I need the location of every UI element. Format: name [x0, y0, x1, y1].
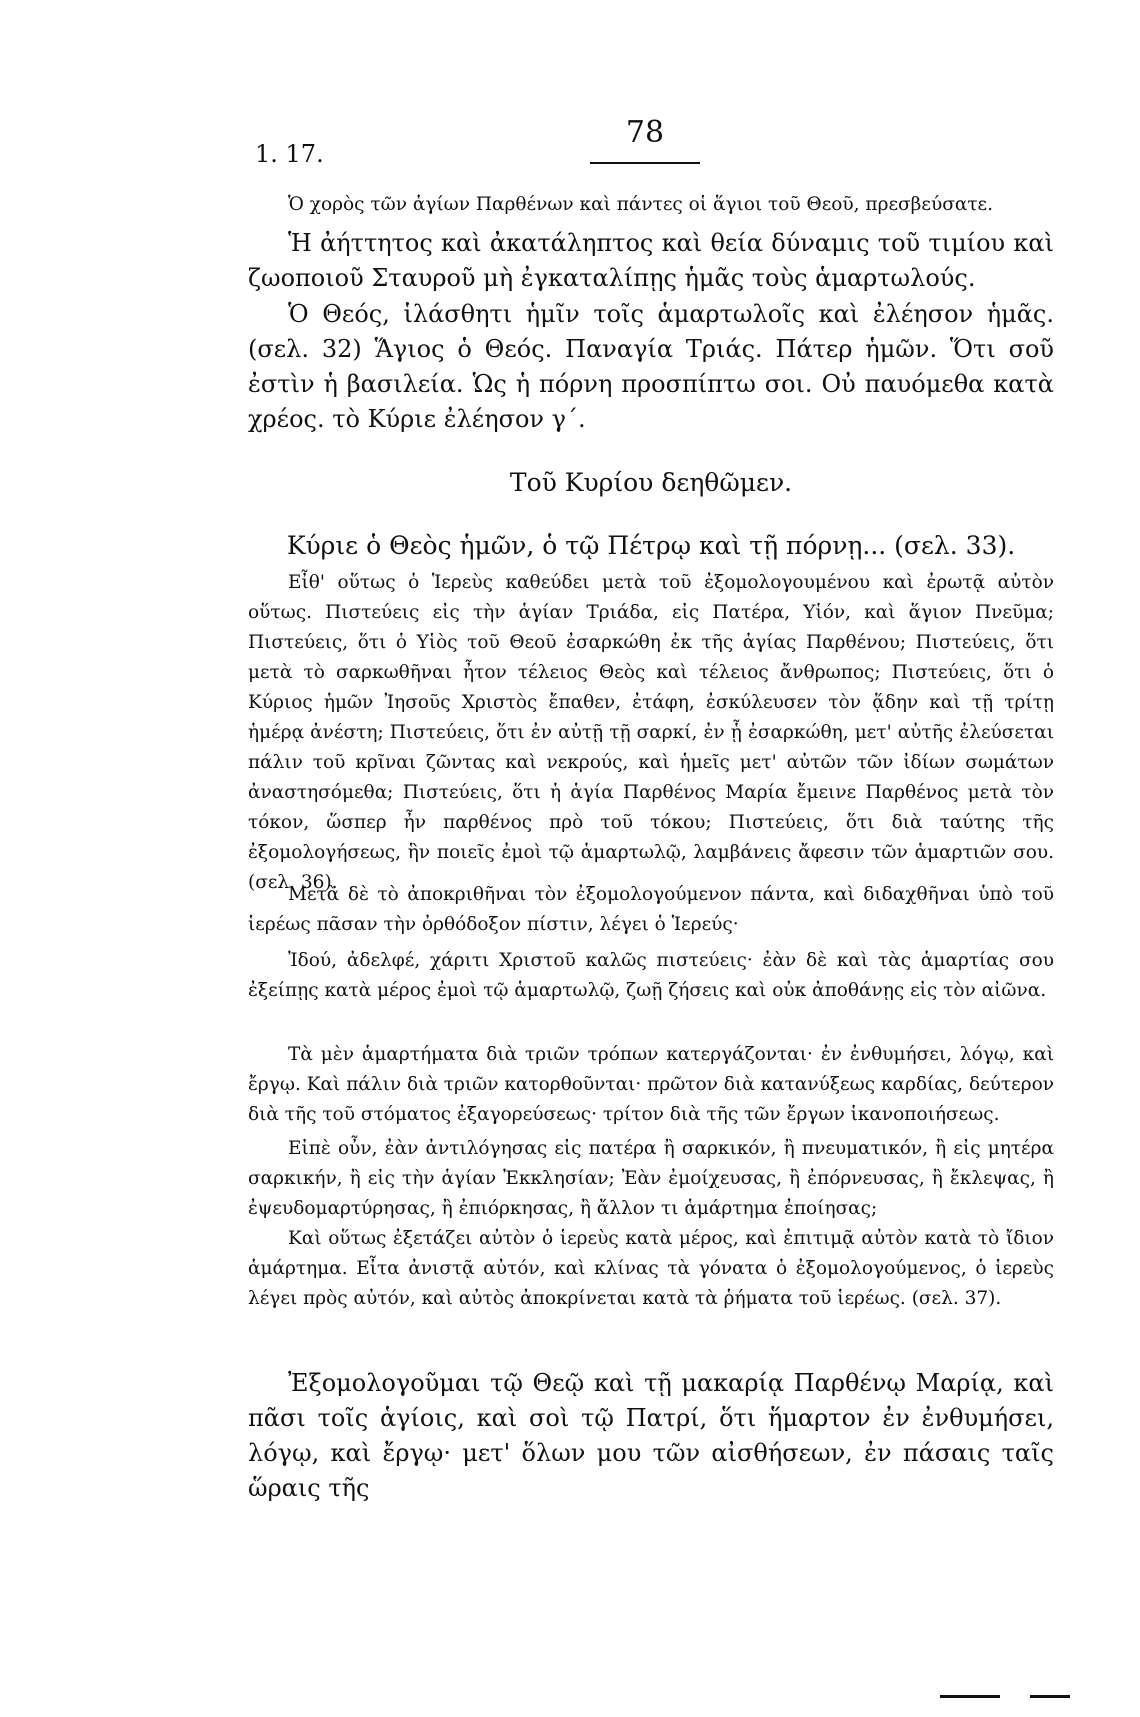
signature-mark: 1. 17.	[255, 140, 324, 168]
paragraph-questions: Εἶθ' οὕτως ὁ Ἱερεὺς καθεύδει μετὰ τοῦ ἐξομολογουμένου καὶ ἐρωτᾷ αὐτὸν οὕτως. Πιστεύεις εἰς τὴν ἁγίαν Τριάδα, εἰς Πατέρα, Υἱόν, καὶ ἅγιον Πνεῦμα; Πιστεύεις, ὅτι ὁ Υἱὸς τοῦ Θεοῦ ἐσαρκώθη ἐκ τῆς ἁγίας Παρθένου; Πιστεύεις, ὅτι μετὰ τὸ σαρκωθῆναι ἦτον τέλειος Θεὸς καὶ τέλειος ἄνθρωπος; Πιστεύεις, ὅτι ὁ Κύριος ἡμῶν Ἰησοῦς Χριστὸς ἔπαθεν, ἐτάφη, ἐσκύλευσεν τὸν ᾅδην καὶ τῇ τρίτῃ ἡμέρᾳ ἀνέστη; Πιστεύεις, ὅτι ἐν αὐτῇ τῇ σαρκί, ἐν ᾗ ἐσαρκώθη, μετ' αὐτῆς ἐλεύσεται πάλιν τοῦ κρῖναι ζῶντας καὶ νεκρούς, καὶ ἡμεῖς μετ' αὐτῶν τῶν ἰδίων σωμάτων ἀναστησόμεθα; Πιστεύεις, ὅτι ἡ ἁγία Παρθένος Μαρία ἔμεινε Παρθένος μετὰ τὸν τόκον, ὥσπερ ἦν παρθένος πρὸ τοῦ τόκου; Πιστεύεις, ὅτι διὰ ταύτης τῆς ἐξομολογήσεως, ἣν ποιεῖς ἐμοὶ τῷ ἁμαρτωλῷ, λαμβάνεις ἄφεσιν τῶν ἁμαρτιῶν σου. (σελ. 36).	[248, 572, 1054, 893]
paragraph-say-then: Εἰπὲ οὖν, ἐὰν ἀντιλόγησας εἰς πατέρα ἢ σαρκικόν, ἢ πνευματικόν, ἢ εἰς μητέρα σαρκικήν, ἢ εἰς τὴν ἁγίαν Ἐκκλησίαν; Ἐὰν ἐμοίχευσας, ἢ ἐπόρνευσας, ἢ ἔκλεψας, ἢ ἐψευδομαρτύρησας, ἢ ἐπιόρκησας, ἢ ἄλλον τι ἁμάρτημα ἐποίησας;	[248, 1138, 1054, 1219]
page-number: 78	[625, 115, 665, 150]
paragraph-after-answer: Μετὰ δὲ τὸ ἀποκριθῆναι τὸν ἐξομολογούμενον πάντα, καὶ διδαχθῆναι ὑπὸ τοῦ ἱερέως πᾶσαν τὴν ὀρθόδοξον πίστιν, λέγει ὁ Ἱερεύς·	[248, 884, 1054, 935]
paragraph-behold-brother: Ἰδού, ἀδελφέ, χάριτι Χριστοῦ καλῶς πιστεύεις· ἐὰν δὲ καὶ τὰς ἁμαρτίας σου ἐξείπῃς κατὰ μέρος ἐμοὶ τῷ ἁμαρτωλῷ, ζωῇ ζήσεις καὶ οὐκ ἀποθάνῃς εἰς τὸν αἰῶνα.	[248, 950, 1054, 1001]
heading-lord-god: Κύριε ὁ Θεὸς ἡμῶν, ὁ τῷ Πέτρῳ καὶ τῇ πόρνῃ... (σελ. 33).	[286, 531, 1016, 560]
heading-lord-pray: Τοῦ Κυρίου δεηθῶμεν.	[509, 468, 793, 497]
bottom-edge-mark	[940, 1695, 1000, 1698]
page-number-rule	[590, 162, 700, 164]
paragraph-choir: Ὁ χορὸς τῶν ἁγίων Παρθένων καὶ πάντες οἱ ἅγιοι τοῦ Θεοῦ, πρεσβεύσατε.	[288, 194, 994, 215]
paragraph-confession: Ἐξομολογοῦμαι τῷ Θεῷ καὶ τῇ μακαρίᾳ Παρθένῳ Μαρίᾳ, καὶ πᾶσι τοῖς ἁγίοις, καὶ σοὶ τῷ Πατρί, ὅτι ἥμαρτον ἐν ἐνθυμήσει, λόγῳ, καὶ ἔργῳ· μετ' ὅλων μου τῶν αἰσθήσεων, ἐν πάσαις ταῖς ὥραις τῆς	[248, 1369, 1054, 1502]
paragraph-cross: Ἡ ἀήττητος καὶ ἀκατάληπτος καὶ θεία δύναμις τοῦ τιμίου καὶ ζωοποιοῦ Σταυροῦ μὴ ἐγκαταλίπῃς ἡμᾶς τοὺς ἁμαρτωλούς.	[248, 229, 1054, 292]
paragraph-prayers: Ὁ Θεός, ἱλάσθητι ἡμῖν τοῖς ἁμαρτωλοῖς καὶ ἐλέησον ἡμᾶς. (σελ. 32) Ἅγιος ὁ Θεός. Παναγία Τριάς. Πάτερ ἡμῶν. Ὅτι σοῦ ἐστὶν ἡ βασιλεία. Ὡς ἡ πόρνη προσπίπτω σοι. Οὐ παυόμεθα κατὰ χρέος. τὸ Κύριε ἐλέησον γ΄.	[248, 300, 1054, 433]
paragraph-three-ways: Τὰ μὲν ἁμαρτήματα διὰ τριῶν τρόπων κατεργάζονται· ἐν ἐνθυμήσει, λόγῳ, καὶ ἔργῳ. Καὶ πάλιν διὰ τριῶν κατορθοῦνται· πρῶτον διὰ κατανύξεως καρδίας, δεύτερον διὰ τῆς τοῦ στόματος ἐξαγορεύσεως· τρίτον διὰ τῆς τῶν ἔργων ἱκανοποιήσεως.	[248, 1044, 1054, 1125]
paragraph-examination: Καὶ οὕτως ἐξετάζει αὐτὸν ὁ ἱερεὺς κατὰ μέρος, καὶ ἐπιτιμᾷ αὐτὸν κατὰ τὸ ἴδιον ἁμάρτημα. Εἶτα ἀνιστᾷ αὐτόν, καὶ κλίνας τὰ γόνατα ὁ ἐξομολογούμενος, ὁ ἱερεὺς λέγει πρὸς αὐτόν, καὶ αὐτὸς ἀποκρίνεται κατὰ τὰ ῥήματα τοῦ ἱερέως. (σελ. 37).	[248, 1228, 1054, 1309]
bottom-edge-mark	[1030, 1695, 1070, 1698]
